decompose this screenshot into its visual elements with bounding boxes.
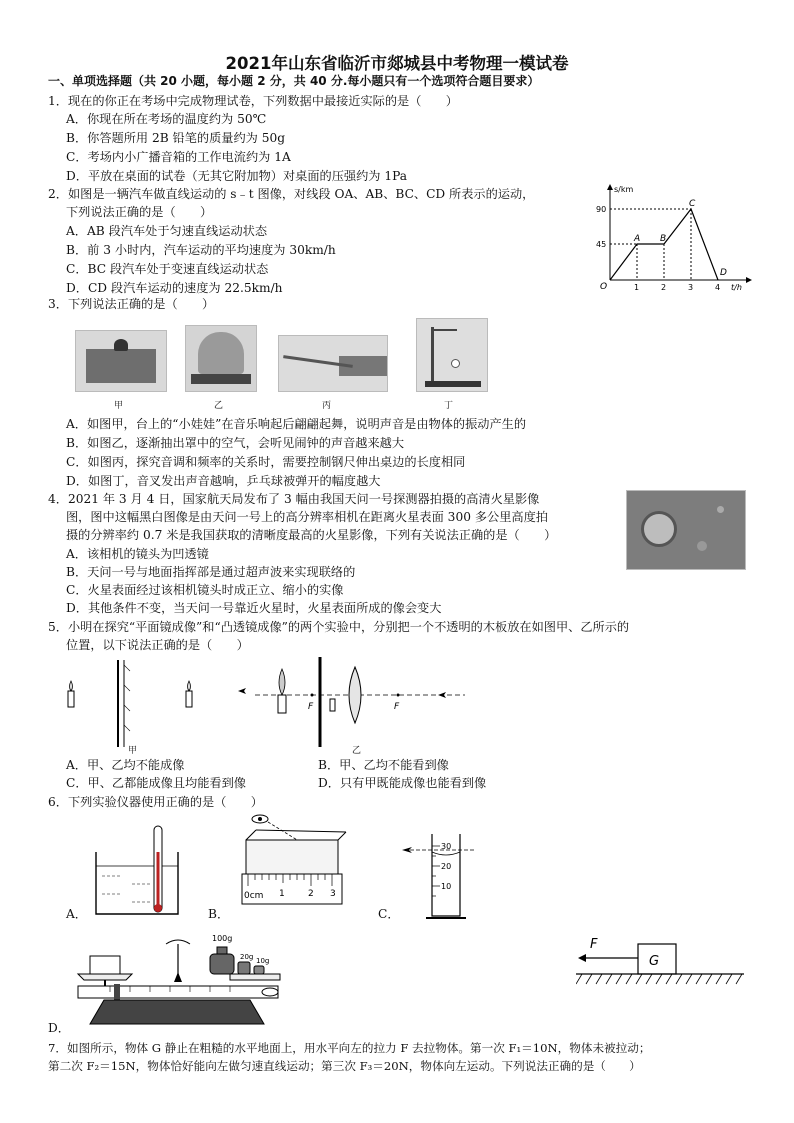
st-xlabel: t/h — [731, 283, 742, 292]
weight-20g: 20g — [240, 953, 254, 961]
st-graph — [596, 182, 756, 294]
ruler-tick-1: 1 — [279, 889, 285, 899]
q2-option-c: C．BC 段汽车处于变速直线运动状态 — [66, 262, 269, 276]
photo-yi-bell-jar — [185, 325, 257, 392]
q7-stem-line1: 7．如图所示，物体 G 静止在粗糙的水平地面上，用水平向左的拉力 F 去拉物体。第一次 F₁＝10N，物体未被拉动； — [48, 1041, 651, 1055]
q3-stem: 3．下列说法正确的是（ ） — [48, 297, 215, 311]
st-ylabel: s/km — [614, 185, 634, 194]
st-point-b: B — [660, 234, 667, 244]
st-xtick-3: 3 — [688, 283, 694, 292]
q5-stem-line2: 位置，以下说法正确的是（ ） — [66, 638, 249, 652]
q5-caption-yi: 乙 — [352, 746, 362, 756]
st-xtick-4: 4 — [715, 283, 721, 292]
photo-jia-drum — [75, 330, 167, 392]
q4-stem-line1: 4．2021 年 3 月 4 日，国家航天局发布了 3 幅由我国天问一号探测器拍摄的高清火星影像 — [48, 492, 540, 506]
q1-option-a: A．你现在所在考场的温度约为 50℃ — [66, 112, 267, 126]
q2-stem-line2: 下列说法正确的是（ ） — [66, 205, 213, 219]
q5-focal-right: F — [394, 702, 400, 712]
cylinder-tick-20: 20 — [441, 862, 452, 871]
q4-option-a: A．该相机的镜头为凹透镜 — [66, 547, 209, 561]
q3-caption-yi: 乙 — [214, 401, 224, 411]
q3-option-b: B．如图乙，逐渐抽出罩中的空气，会听见闹钟的声音越来越大 — [66, 436, 405, 450]
st-point-d: D — [720, 268, 727, 278]
cylinder-tick-30: 30 — [441, 842, 452, 851]
q4-option-c: C．火星表面经过该相机镜头时成正立、缩小的实像 — [66, 583, 344, 597]
q1-option-d: D．平放在桌面的试卷（无其它附加物）对桌面的压强约为 1Pa — [66, 169, 408, 183]
q3-option-a: A．如图甲，台上的“小娃娃”在音乐响起后翩翩起舞，说明声音是由物体的振动产生的 — [66, 417, 527, 431]
st-ytick-45: 45 — [596, 240, 607, 249]
q3-caption-ding: 丁 — [444, 401, 454, 411]
q5-option-d: D．只有甲既能成像也能看到像 — [318, 776, 487, 790]
st-ytick-90: 90 — [596, 205, 607, 214]
st-point-c: C — [689, 199, 696, 209]
block-label: G — [649, 954, 660, 969]
q2-option-d: D．CD 段汽车运动的速度为 22.5km/h — [66, 281, 283, 295]
q2-stem-line1: 2．如图是一辆汽车做直线运动的 s﹣t 图像，对线段 OA、AB、BC、CD 所表示的运动， — [48, 187, 535, 201]
weight-10g: 10g — [256, 957, 270, 965]
st-xtick-1: 1 — [634, 283, 640, 292]
ruler-figure — [238, 810, 348, 916]
balance-scale-figure — [70, 926, 290, 1026]
q2-option-b: B．前 3 小时内，汽车运动的平均速度为 30km/h — [66, 243, 336, 257]
graduated-cylinder-figure — [396, 832, 480, 924]
q3-option-d: D．如图丁，音叉发出声音越响，乒乓球被弹开的幅度越大 — [66, 474, 381, 488]
photo-bing-ruler — [278, 335, 388, 392]
q4-option-b: B．天问一号与地面指挥部是通过超声波来实现联络的 — [66, 565, 356, 579]
q5-figures — [60, 655, 480, 755]
page-title: 2021年山东省临沂市郯城县中考物理一模试卷 — [225, 54, 569, 73]
ruler-tick-2: 2 — [308, 889, 314, 899]
q6-option-b: B． — [208, 907, 230, 921]
q5-option-a: A．甲、乙均不能成像 — [66, 758, 185, 772]
q5-caption-jia: 甲 — [128, 746, 138, 756]
photo-ding-tuning-fork — [416, 318, 488, 392]
q7-stem-line2: 第二次 F₂＝15N，物体恰好能向左做匀速直线运动；第三次 F₃＝20N，物体向左运动。下列说法正确的是（ ） — [48, 1059, 641, 1073]
q5-option-c: C．甲、乙都能成像且均能看到像 — [66, 776, 246, 790]
q4-option-d: D．其他条件不变，当天问一号靠近火星时，火星表面所成的像会变大 — [66, 601, 442, 615]
q4-stem-line2: 图，图中这幅黑白图像是由天问一号上的高分辨率相机在距离火星表面 300 多公里高度拍 — [66, 510, 548, 524]
q6-stem: 6．下列实验仪器使用正确的是（ ） — [48, 795, 263, 809]
q1-option-b: B．你答题所用 2B 铅笔的质量约为 50g — [66, 131, 286, 145]
ruler-tick-3: 3 — [330, 889, 336, 899]
weight-100g: 100g — [212, 934, 233, 943]
st-xtick-2: 2 — [661, 283, 667, 292]
section-heading: 一、单项选择题（共 20 小题，每小题 2 分，共 40 分.每小题只有一个选项符合题目要求） — [48, 74, 540, 88]
q5-stem-line1: 5．小明在探究“平面镜成像”和“凸透镜成像”的两个实验中，分别把一个不透明的木板放在如图甲、乙所示的 — [48, 620, 630, 634]
q1-option-c: C．考场内小广播音箱的工作电流约为 1A — [66, 150, 291, 164]
q3-caption-jia: 甲 — [114, 401, 124, 411]
q3-option-c: C．如图丙，探究音调和频率的关系时，需要控制钢尺伸出桌边的长度相同 — [66, 455, 466, 469]
q3-caption-bing: 丙 — [322, 401, 332, 411]
q6-option-d: D． — [48, 1021, 70, 1035]
ruler-unit-label: 0cm — [244, 891, 264, 901]
q4-stem-line3: 摄的分辨率约 0.7 米是我国获取的清晰度最高的火星影像，下列有关说法正确的是（ ） — [66, 528, 557, 542]
q6-option-a: A． — [66, 907, 87, 921]
cylinder-tick-10: 10 — [441, 882, 452, 891]
st-point-a: A — [634, 234, 641, 244]
force-label: F — [590, 937, 598, 952]
q5-focal-left: F — [308, 702, 314, 712]
mars-surface-photo — [626, 490, 746, 570]
q2-option-a: A．AB 段汽车处于匀速直线运动状态 — [66, 224, 268, 238]
q6-option-c: C． — [378, 907, 400, 921]
beaker-thermometer-figure — [92, 822, 182, 918]
st-origin: O — [600, 282, 608, 292]
block-force-figure — [576, 934, 746, 994]
q1-stem: 1．现在的你正在考场中完成物理试卷，下列数据中最接近实际的是（ ） — [48, 94, 458, 108]
q5-option-b: B．甲、乙均不能看到像 — [318, 758, 449, 772]
